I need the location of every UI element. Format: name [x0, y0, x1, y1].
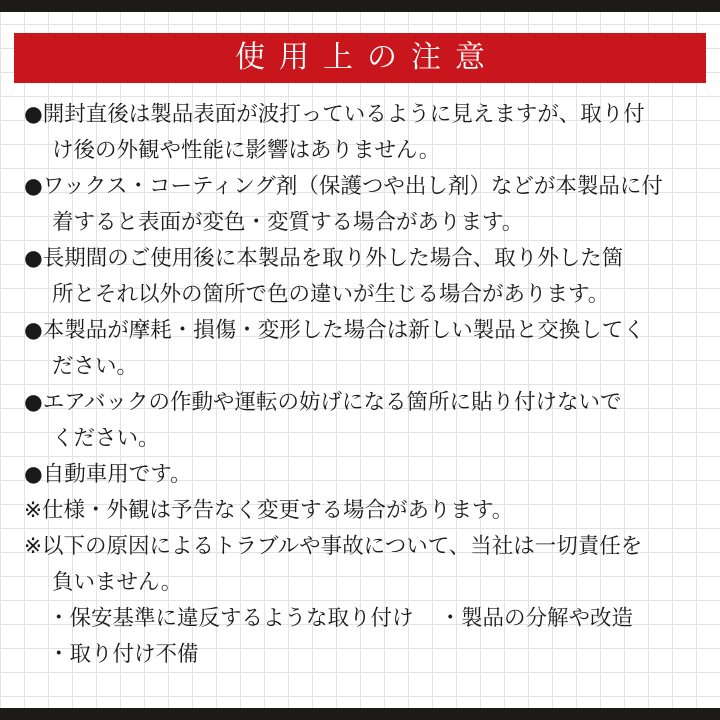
cause-row-2 [24, 637, 700, 673]
note-7-line-1: ※仕様・外観は予告なく変更する場合があります。 [24, 498, 514, 523]
note-2-line-1: ●ワックス・コーティング剤（保護つや出し剤）などが本製品に付 [24, 174, 663, 199]
note-1-line-2: け後の外観や性能に影響はありません。 [52, 138, 441, 163]
note-3-line-2: 所とそれ以外の箇所で色の違いが生じる場合があります。 [52, 282, 610, 307]
note-6-line-1: ●自動車用です。 [24, 462, 192, 487]
note-2-line-2: 着すると表面が変色・変質する場合があります。 [52, 210, 524, 235]
reference-mark: ※ [24, 534, 43, 559]
note-4-line-2: ださい。 [52, 354, 139, 379]
page-title: 使用上の注意 [235, 40, 499, 75]
cause-item: ・保安基準に違反するような取り付け [48, 606, 414, 631]
cause-row-1 [24, 601, 700, 637]
reference-mark: ※ [24, 498, 43, 523]
bullet-mark: ● [24, 318, 43, 343]
top-border-bar [0, 0, 720, 12]
note-4-line-1: ●本製品が摩耗・損傷・変形した場合は新しい製品と交換してく [24, 318, 645, 343]
bullet-mark: ● [24, 246, 43, 271]
bullet-mark: ● [24, 102, 43, 127]
cause-item: ・製品の分解や改造 [439, 606, 634, 631]
title-banner [14, 33, 706, 83]
note-8-line-1: ※以下の原因によるトラブルや事故について、当社は一切責任を [24, 534, 643, 559]
note-1-line-1: ●開封直後は製品表面が波打っているように見えますが、取り付 [24, 102, 645, 127]
caution-list [24, 97, 700, 673]
bullet-mark: ● [24, 390, 43, 415]
note-5-line-1: ●エアバックの作動や運転の妨げになる箇所に貼り付けないで [24, 390, 622, 415]
bullet-mark: ● [24, 174, 43, 199]
note-3-line-1: ●長期間のご使用後に本製品を取り外した場合、取り外した箇 [24, 246, 624, 271]
note-8-line-2: 負いません。 [52, 570, 183, 595]
cause-item: ・取り付け不備 [48, 642, 199, 667]
bottom-border-bar [0, 708, 720, 720]
bullet-mark: ● [24, 462, 43, 487]
note-5-line-2: ください。 [52, 426, 160, 451]
